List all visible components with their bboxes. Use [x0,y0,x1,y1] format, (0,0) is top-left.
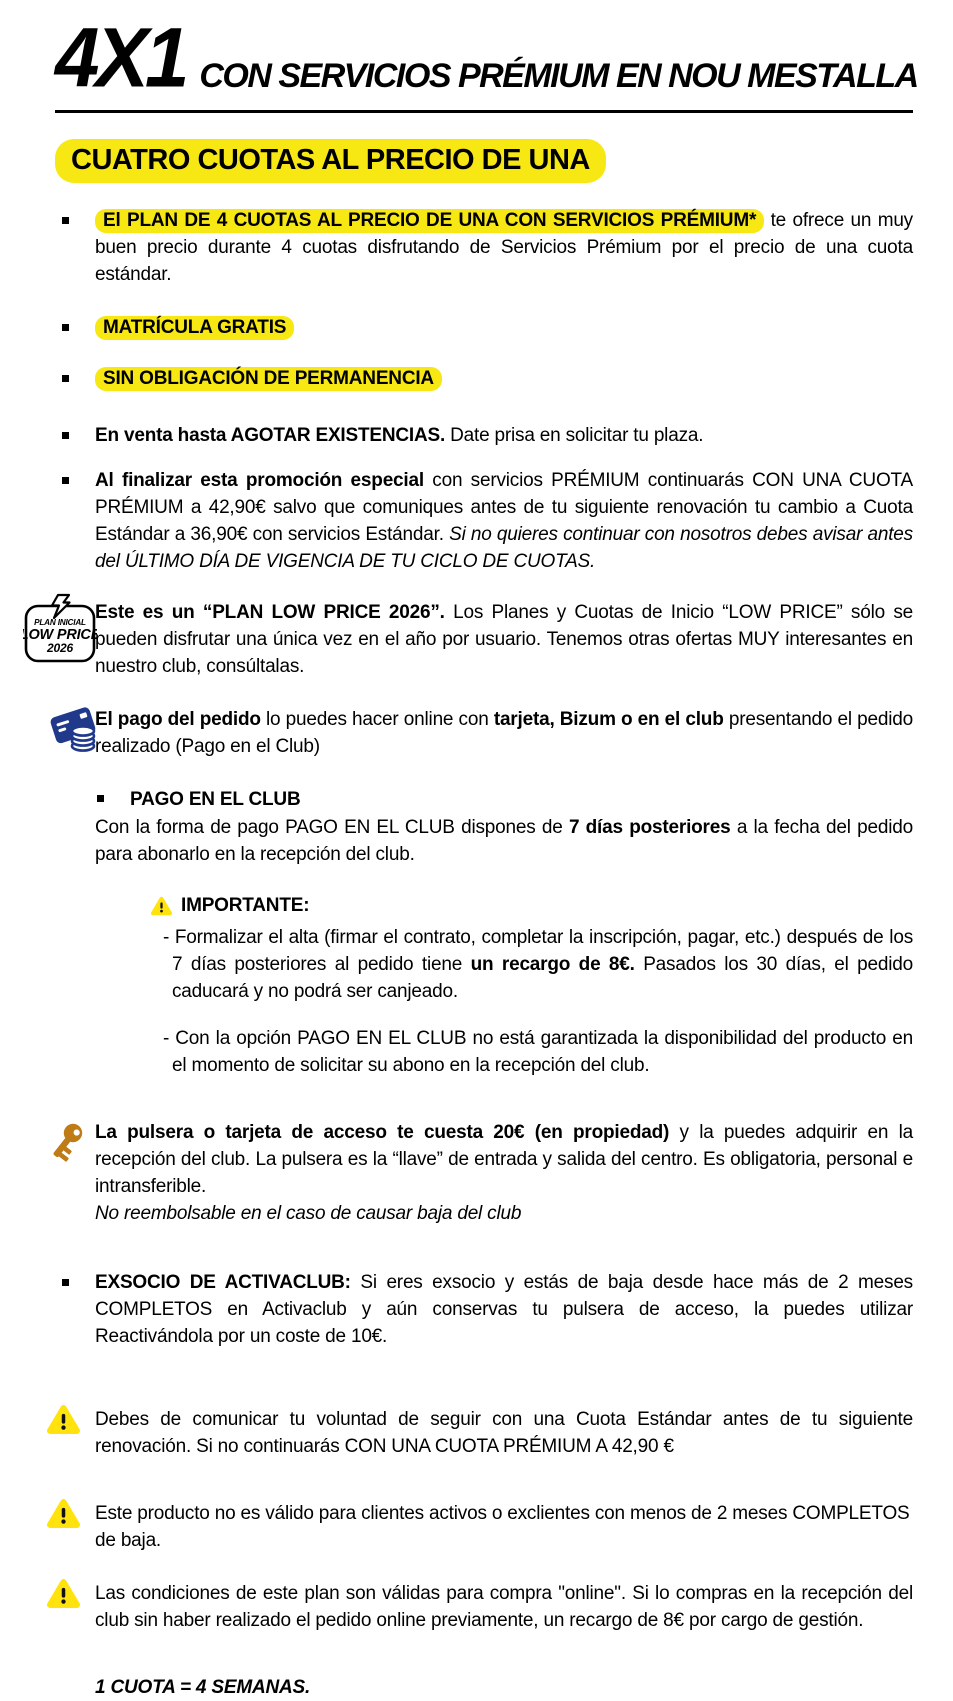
bullet-item-permanencia [55,365,913,392]
bullet-item-venta [55,422,913,449]
payment-card-icon [46,702,102,762]
finalizar-italic: Si no quieres continuar con nosotros debes avisar antes del ÚLTIMO DÍA DE VIGENCIA DE TU CICLO DE CUOTAS. [95,524,913,572]
highlight-plan-text: El PLAN DE 4 CUOTAS AL PRECIO DE UNA CON SERVICIOS PRÉMIUM* [95,209,764,233]
svg-text:2026: 2026 [47,641,73,655]
pulsera-text: y la puedes adquirir en la recepción del club. La pulsera es la “llave” de entrada y salida del centro. Es obligatoria, personal e intransferible. [95,1122,914,1197]
warning-item: Debes de comunicar tu voluntad de seguir con una Cuota Estándar antes de tu siguiente renovación. Si no continuarás CON UNA CUOTA PRÉMIUM A 42,90 € [55,1406,913,1460]
bullet-square-icon [62,432,69,439]
warning-icon [151,896,172,916]
item-low-price [23,599,913,680]
warning-item: Las condiciones de este plan son válidas para compra "online". Si lo compras en la recepción del club sin haber realizado el pedido online previamente, un recargo de 8€ por cargo de gestión. [55,1580,913,1634]
key-icon [42,1121,88,1177]
venta-text: Date prisa en solicitar tu plaza. [445,425,704,446]
footer-note: 1 CUOTA = 4 SEMANAS. [95,1677,311,1698]
bullet-item-exsocio [55,1269,913,1350]
finalizar-text: con servicios PRÉMIUM continuarás CON UNA CUOTA PRÉMIUM a 42,90€ salvo que comuniques antes de tu siguiente renovación tu cambio a Cuota Estándar a 36,90€ con servicios Estándar. [95,470,913,545]
importante-heading: IMPORTANTE: [151,892,913,919]
importante-point-2: - Con la opción PAGO EN EL CLUB no está garantizada la disponibilidad del producto en el momento de solicitar su abono en la recepción del club. [163,1028,913,1076]
pulsera-bold: La pulsera o tarjeta de acceso te cuesta 20€ (en propiedad) [95,1122,670,1143]
section-heading-pill: CUATRO CUOTAS AL PRECIO DE UNA [55,139,606,183]
bullet-square-icon [62,477,69,484]
highlight-matricula-text: MATRÍCULA GRATIS [95,316,294,340]
lowprice-text: Los Planes y Cuotas de Inicio “LOW PRICE” sólo se pueden disfrutar una única vez en el año por usuario. Tenemos otras ofertas MUY interesantes en nuestro club, consúltalas. [95,602,913,677]
pago-club-block [95,786,913,1079]
bullet-square-icon [97,795,104,802]
bullet-square-icon [62,217,69,224]
page-title-main: 4X1 [55,10,186,105]
exsocio-text: Si eres exsocio y estás de baja desde hace más de 2 meses COMPLETOS en Activaclub y aún conservas tu pulsera de acceso, la puedes utilizar Reactivándola por un coste de 10€. [95,1272,913,1347]
bullet-item-finalizar [55,467,913,575]
warning-item: Este producto no es válido para clientes activos o exclientes con menos de 2 meses COMPLETOS de baja. [55,1500,913,1554]
item-payment [55,706,913,760]
warning-icon [47,1498,80,1537]
finalizar-bold: Al finalizar esta promoción especial [95,470,424,491]
warning-icon [47,1578,80,1617]
pago-bold2: tarjeta, Bizum o en el club [493,709,724,730]
exsocio-bold: EXSOCIO DE ACTIVACLUB: [95,1272,351,1293]
venta-bold: En venta hasta AGOTAR EXISTENCIAS. [95,425,446,446]
low-price-badge-icon [23,593,97,675]
plan-text: te ofrece un muy buen precio durante 4 cuotas disfrutando de Servicios Prémium por el precio de una cuota estándar. [95,210,913,285]
bullet-square-icon [62,1279,69,1286]
pago-text: presentando el pedido realizado (Pago en el Club) [95,709,914,757]
item-pulsera [55,1119,913,1227]
bullet-item-matricula [55,314,913,341]
page-title-sub: CON SERVICIOS PRÉMIUM EN NOU MESTALLA [199,57,918,95]
bullet-item-plan [55,207,913,288]
highlight-permanencia-text: SIN OBLIGACIÓN DE PERMANENCIA [95,367,442,391]
lowprice-bold: Este es un “PLAN LOW PRICE 2026”. [95,602,445,623]
importante-point-1: - Formalizar el alta (firmar el contrato, completar la inscripción, pagar, etc.) después de los 7 días posteriores al pedido tiene un recargo de 8€. Pasados los 30 días, el pedido caducará y no podrá ser canjeado. [163,927,914,1002]
page-title [55,10,918,105]
svg-text:LOW PRICE: LOW PRICE [23,627,97,643]
pulsera-italic: No reembolsable en el caso de causar baja del club [95,1203,522,1224]
pago-club-paragraph: Con la forma de pago PAGO EN EL CLUB dispones de 7 días posteriores a la fecha del pedido para abonarlo en la recepción del club. [95,817,913,865]
svg-text:PLAN INICIAL: PLAN INICIAL [34,618,86,627]
pago-club-heading: PAGO EN EL CLUB [95,786,913,813]
warning-icon [47,1404,80,1443]
pago-bold1: El pago del pedido [95,709,261,730]
pago-mid: lo puedes hacer online con [260,709,494,730]
bullet-square-icon [62,375,69,382]
bullet-square-icon [62,324,69,331]
